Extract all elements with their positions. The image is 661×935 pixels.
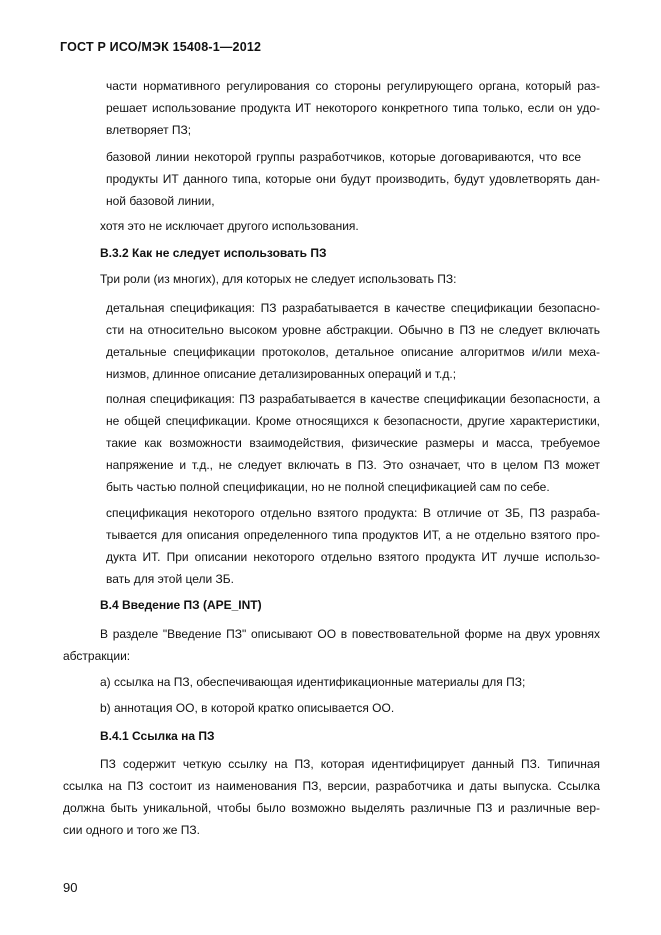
- text-line: дукта ИТ. При описании некоторого отдельно взятого продукта ИТ лучше использо-: [106, 550, 600, 564]
- text-line: влетворяет ПЗ;: [106, 123, 192, 137]
- text-line: тывается для описания определенного типа продуктов ИТ, а не отдельно взятого про-: [106, 528, 600, 542]
- section-heading: В.4.1 Ссылка на ПЗ: [100, 729, 215, 743]
- text-line: низмов, длинное описание детализированных операций и т.д.;: [106, 367, 457, 381]
- list-item: a) ссылка на ПЗ, обеспечивающая идентификационные материалы для ПЗ;: [100, 675, 526, 689]
- text-line: напряжение и т.д., не следует включать в ПЗ. Это означает, что в целом ПЗ может: [106, 458, 600, 472]
- text-line: не общей спецификации. Кроме относящихся к безопасности, другие характеристики,: [106, 414, 600, 428]
- text-line: решает использование продукта ИТ некоторого конкретного типа только, если он удо-: [106, 101, 600, 115]
- list-item: b) аннотация ОО, в которой кратко описывается ОО.: [100, 701, 395, 715]
- text-line: быть частью полной спецификации, но не полной спецификацией сам по себе.: [106, 480, 550, 494]
- text-line: полная спецификация: ПЗ разрабатывается в качестве спецификации безопасности, а: [106, 392, 600, 406]
- text-line: должна быть уникальной, чтобы было возможно выделять различные ПЗ и различные вер-: [63, 801, 600, 815]
- text-line: вать для этой цели ЗБ.: [106, 572, 235, 586]
- page-number: 90: [63, 880, 78, 895]
- section-heading: В.3.2 Как не следует использовать ПЗ: [100, 246, 327, 260]
- text-line: базовой линии некоторой группы разработчиков, которые договариваются, что все: [106, 150, 581, 164]
- text-line: части нормативного регулирования со стороны регулирующего органа, который раз-: [106, 79, 600, 93]
- text-line: В разделе "Введение ПЗ" описывают ОО в повествовательной форме на двух уровнях: [100, 627, 600, 641]
- text-line: Три роли (из многих), для которых не следует использовать ПЗ:: [100, 272, 457, 286]
- text-line: сии одного и того же ПЗ.: [63, 823, 201, 837]
- text-line: хотя это не исключает другого использования.: [100, 219, 359, 233]
- text-line: ссылка на ПЗ состоит из наименования ПЗ, версии, разработчика и даты выпуска. Ссылка: [63, 779, 600, 793]
- text-line: такие как возможности взаимодействия, физические размеры и масса, требуемое: [106, 436, 600, 450]
- text-line: спецификация некоторого отдельно взятого продукта: В отличие от ЗБ, ПЗ разраба-: [106, 506, 600, 520]
- text-line: сти на относительно высоком уровне абстракции. Обычно в ПЗ не следует включать: [106, 323, 600, 337]
- text-line: ной базовой линии,: [106, 194, 215, 208]
- text-line: детальная спецификация: ПЗ разрабатывается в качестве спецификации безопасно-: [106, 301, 600, 315]
- text-line: абстракции:: [63, 649, 131, 663]
- text-line: детальные спецификации протоколов, детальное описание алгоритмов и/или меха-: [106, 345, 600, 359]
- text-line: ПЗ содержит четкую ссылку на ПЗ, которая идентифицирует данный ПЗ. Типичная: [100, 757, 600, 771]
- text-line: продукты ИТ данного типа, которые они будут производить, будут удовлетворять дан-: [106, 172, 600, 186]
- document-header: ГОСТ Р ИСО/МЭК 15408-1—2012: [60, 40, 262, 54]
- section-heading: В.4 Введение ПЗ (APE_INT): [100, 598, 262, 612]
